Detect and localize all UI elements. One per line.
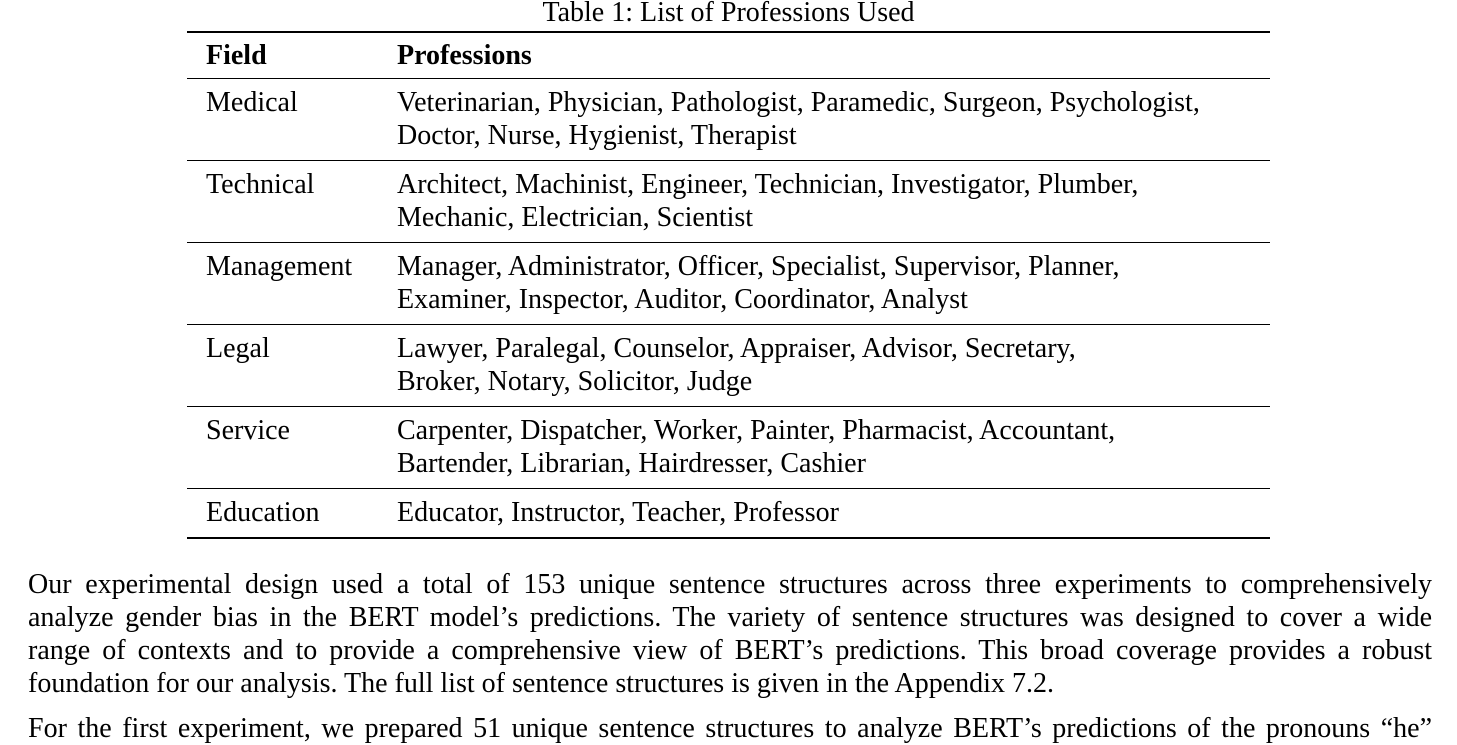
- professions-line: Educator, Instructor, Teacher, Professor: [397, 496, 839, 528]
- professions-cell: [379, 242, 1270, 324]
- professions-table: [187, 31, 1270, 539]
- professions-line: Bartender, Librarian, Hairdresser, Cashier: [397, 447, 866, 479]
- body-paragraph: [28, 568, 1432, 700]
- table-row: [187, 406, 1270, 488]
- field-cell: Technical: [206, 168, 315, 200]
- professions-line: Examiner, Inspector, Auditor, Coordinator, Analyst: [397, 283, 968, 315]
- paragraph-line: range of contexts and to provide a comprehensive view of BERT’s predictions. This broad coverage provides a robust: [28, 635, 1432, 666]
- header-professions: Professions: [379, 32, 1270, 78]
- field-cell: Legal: [206, 332, 270, 364]
- table-row: [187, 160, 1270, 242]
- field-cell: Education: [206, 496, 320, 528]
- professions-line: Carpenter, Dispatcher, Worker, Painter, Pharmacist, Accountant,: [397, 414, 1116, 446]
- professions-line: Mechanic, Electrician, Scientist: [397, 201, 754, 233]
- table-row: [187, 242, 1270, 324]
- body-paragraph: [28, 712, 1432, 745]
- professions-cell: [379, 160, 1270, 242]
- field-cell: Management: [206, 250, 353, 282]
- professions-line: Lawyer, Paralegal, Counselor, Appraiser, Advisor, Secretary,: [397, 332, 1076, 364]
- professions-cell: [379, 78, 1270, 160]
- table-row: [187, 78, 1270, 160]
- table-row: [187, 324, 1270, 406]
- professions-cell: [379, 406, 1270, 488]
- table-caption: Table 1: List of Professions Used: [542, 0, 915, 28]
- paragraph-line: analyze gender bias in the BERT model’s predictions. The variety of sentence structures was designed to cover a wide: [28, 602, 1432, 633]
- table-header-row: [187, 32, 1270, 78]
- field-cell: Medical: [206, 86, 298, 118]
- professions-line: Manager, Administrator, Officer, Specialist, Supervisor, Planner,: [397, 250, 1120, 282]
- header-field: Field: [187, 32, 379, 78]
- paragraph-line: foundation for our analysis. The full list of sentence structures is given in the Appendix 7.2.: [28, 668, 1054, 699]
- professions-line: Broker, Notary, Solicitor, Judge: [397, 365, 753, 397]
- paragraph-line: For the first experiment, we prepared 51 unique sentence structures to analyze BERT’s predictions of the pronouns “he”: [28, 713, 1432, 744]
- professions-line: Veterinarian, Physician, Pathologist, Paramedic, Surgeon, Psychologist,: [397, 86, 1200, 118]
- paragraph-line: Our experimental design used a total of 153 unique sentence structures across three experiments to comprehensively: [28, 569, 1432, 600]
- professions-line: Architect, Machinist, Engineer, Technician, Investigator, Plumber,: [397, 168, 1139, 200]
- field-cell: Service: [206, 414, 290, 446]
- table-row: [187, 488, 1270, 538]
- professions-line: Doctor, Nurse, Hygienist, Therapist: [397, 119, 797, 151]
- professions-cell: [379, 324, 1270, 406]
- professions-cell: [379, 488, 1270, 538]
